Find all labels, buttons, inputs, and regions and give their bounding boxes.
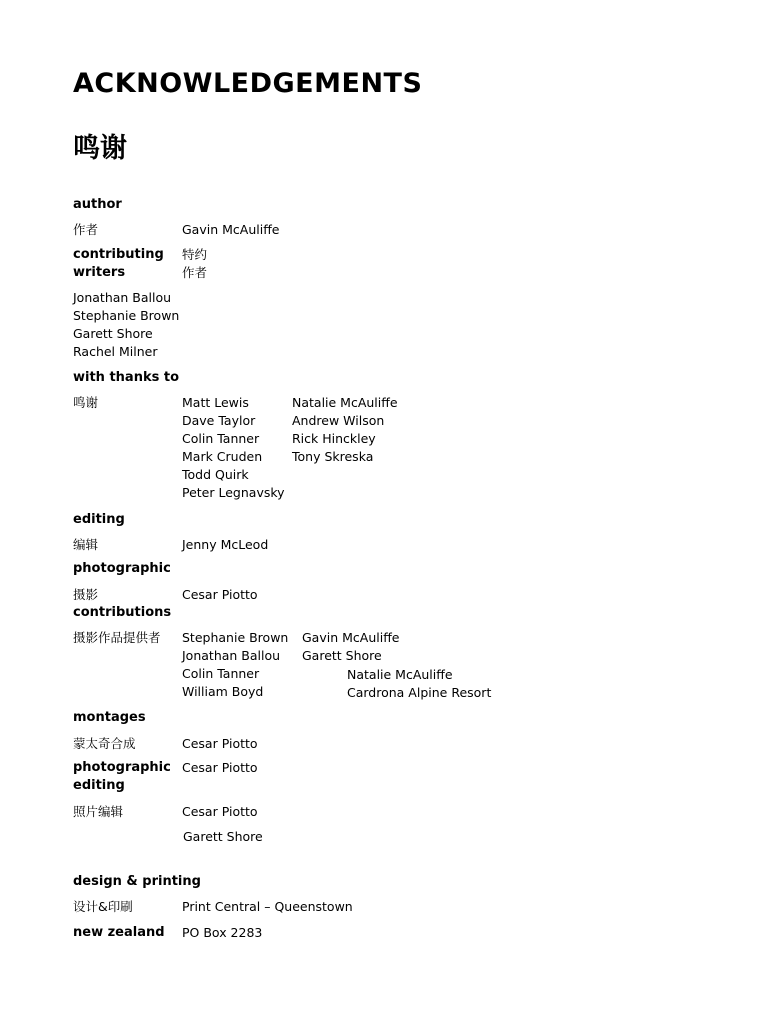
photo-editing-extra-name: Garett Shore [183,829,263,844]
list-item: Jonathan Ballou [182,648,281,663]
list-item: Gavin McAuliffe [302,630,400,645]
list-item: Colin Tanner [182,431,260,446]
photographic-label: photographic [73,561,171,576]
country-label: new zealand [73,925,165,940]
list-item: Stephanie Brown [73,308,180,323]
contributions-list-column-2-top [302,629,400,665]
montages-label: montages [73,710,146,725]
list-item: Peter Legnavsky [182,485,285,500]
photo-editing-name: Cesar Piotto [182,760,258,775]
contributions-label: contributions [73,605,172,620]
design-printing-label-chinese: 设计&印刷 [73,899,133,914]
contributing-writers-label-line2: writers [73,265,126,280]
photo-editing-label-line2: editing [73,778,125,793]
list-item: Mark Cruden [182,449,263,464]
author-label-chinese: 作者 [73,222,99,237]
list-item: Cardrona Alpine Resort [347,685,492,700]
photographic-label-chinese: 摄影 [73,587,99,602]
photographic-name: Cesar Piotto [182,587,258,602]
contributing-writers-chinese-line2: 作者 [182,265,208,280]
contributions-label-chinese: 摄影作品提供者 [73,630,161,645]
design-printing-label: design & printing [73,874,201,889]
photo-editing-label-line1: photographic [73,760,171,775]
contributing-writers-list [73,289,179,361]
list-item: Tony Skreska [292,449,374,464]
author-name: Gavin McAuliffe [182,222,280,237]
thanks-label: with thanks to [73,370,180,385]
list-item: Stephanie Brown [182,630,289,645]
po-box: PO Box 2283 [182,925,263,940]
editing-label: editing [73,512,125,527]
list-item: Jonathan Ballou [73,290,172,305]
list-item: Natalie McAuliffe [347,667,453,682]
editing-name: Jenny McLeod [182,537,269,552]
list-item: Andrew Wilson [292,413,385,428]
page-subtitle-chinese: 鸣谢 [73,133,127,164]
list-item: Garett Shore [73,326,153,341]
list-item: Matt Lewis [182,395,249,410]
list-item: Garett Shore [302,648,382,663]
list-item: William Boyd [182,684,264,699]
list-item: Rick Hinckley [292,431,376,446]
editing-label-chinese: 编辑 [73,537,99,552]
thanks-list-column-1 [182,394,285,502]
contributions-list-column-1 [182,629,288,701]
thanks-list-column-2 [292,394,398,466]
contributing-writers-label-line1: contributing [73,247,164,262]
page-title: ACKNOWLEDGEMENTS [73,68,423,99]
contributions-list-column-2-bottom [347,666,491,702]
montages-label-chinese: 蒙太奇合成 [73,736,136,751]
list-item: Dave Taylor [182,413,256,428]
list-item: Natalie McAuliffe [292,395,398,410]
list-item: Colin Tanner [182,666,260,681]
montages-name: Cesar Piotto [182,736,258,751]
photo-editing-label-chinese: 照片编辑 [73,804,124,819]
list-item: Rachel Milner [73,344,158,359]
thanks-label-chinese: 鸣谢 [73,395,99,410]
contributing-writers-chinese-line1: 特约 [182,247,208,262]
list-item: Todd Quirk [182,467,249,482]
author-label: author [73,197,122,212]
design-printing-name: Print Central – Queenstown [182,899,353,914]
photo-editing-name-chinese-row: Cesar Piotto [182,804,258,819]
